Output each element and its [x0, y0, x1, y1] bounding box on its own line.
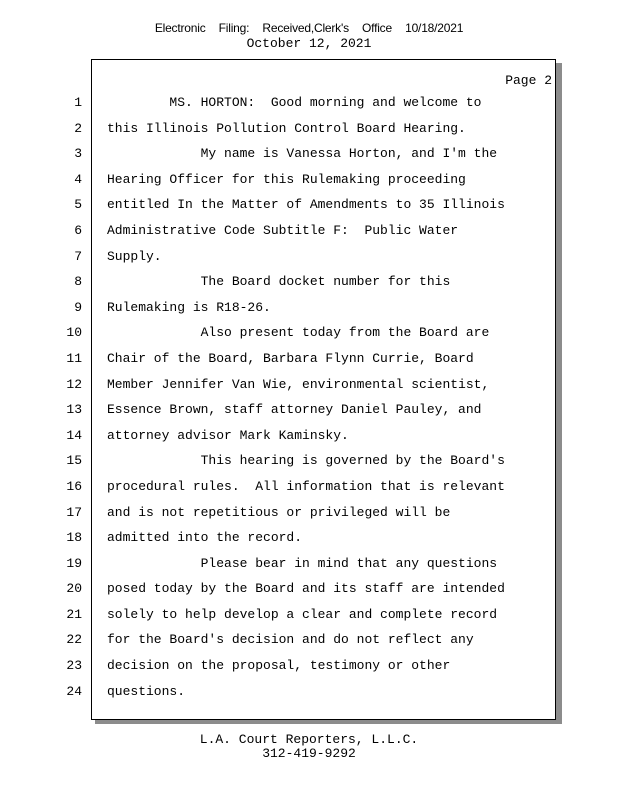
line-text: Member Jennifer Van Wie, environmental scientist,	[107, 376, 490, 392]
reporter-company: L.A. Court Reporters, L.L.C.	[199, 732, 419, 747]
line-text: admitted into the record.	[107, 530, 303, 546]
line-text: questions.	[107, 683, 186, 699]
stamp-received: Received,Clerk's	[262, 21, 349, 35]
transcript-line	[0, 244, 618, 270]
line-number: 3	[74, 146, 82, 162]
line-text: My name is Vanessa Horton, and I'm the	[107, 146, 498, 162]
transcript-line	[0, 474, 618, 500]
transcript-line	[0, 192, 618, 218]
line-number: 19	[66, 555, 82, 571]
line-text: decision on the proposal, testimony or other	[107, 658, 451, 674]
line-number: 12	[66, 376, 82, 392]
transcript-line	[0, 576, 618, 602]
filing-stamp	[0, 21, 618, 35]
line-number: 6	[74, 222, 82, 238]
transcript-line	[0, 116, 618, 142]
line-number: 13	[66, 402, 82, 418]
transcript-line	[0, 525, 618, 551]
line-number: 4	[74, 171, 82, 187]
stamp-electronic: Electronic	[154, 21, 206, 35]
transcript-line	[0, 423, 618, 449]
line-text: Also present today from the Board are	[107, 325, 490, 341]
transcript-line	[0, 500, 618, 526]
transcript-line	[0, 295, 618, 321]
line-text: Administrative Code Subtitle F: Public Water	[107, 222, 459, 238]
transcript-line	[0, 218, 618, 244]
line-text: Supply.	[107, 248, 162, 264]
line-number: 21	[66, 606, 82, 622]
line-text: entitled In the Matter of Amendments to 35 Illinois	[107, 197, 505, 213]
line-number: 2	[74, 120, 82, 136]
page-number: Page 2	[505, 73, 552, 88]
transcript-line	[0, 627, 618, 653]
line-text: procedural rules. All information that is relevant	[107, 478, 505, 494]
line-text: and is not repetitious or privileged will be	[107, 504, 451, 520]
transcript-line	[0, 141, 618, 167]
line-number: 18	[66, 530, 82, 546]
line-text: for the Board's decision and do not reflect any	[107, 632, 474, 648]
line-number: 5	[74, 197, 82, 213]
transcript-line	[0, 653, 618, 679]
line-number: 7	[74, 248, 82, 264]
line-text: attorney advisor Mark Kaminsky.	[107, 427, 349, 443]
transcript-line	[0, 90, 618, 116]
line-number: 16	[66, 478, 82, 494]
line-text: Please bear in mind that any questions	[107, 555, 498, 571]
line-text: MS. HORTON: Good morning and welcome to	[107, 95, 482, 110]
line-number: 24	[66, 683, 82, 699]
stamp-filing: Filing:	[218, 21, 250, 35]
reporter-phone: 312-419-9292	[262, 746, 356, 761]
line-number: 22	[66, 632, 82, 648]
line-text: this Illinois Pollution Control Board Hearing.	[107, 120, 466, 136]
transcript-line	[0, 679, 618, 705]
stamp-office: Office	[362, 21, 392, 35]
footer	[0, 733, 618, 761]
line-text: The Board docket number for this	[107, 274, 451, 290]
transcript-line	[0, 372, 618, 398]
line-number: 8	[74, 274, 82, 290]
line-text: Hearing Officer for this Rulemaking proceeding	[107, 171, 466, 187]
line-text: Rulemaking is R18-26.	[107, 299, 271, 315]
transcript-line	[0, 346, 618, 372]
line-text: Essence Brown, staff attorney Daniel Pauley, and	[107, 402, 482, 418]
line-number: 23	[66, 658, 82, 674]
line-number: 9	[74, 299, 82, 315]
line-number: 1	[74, 95, 82, 110]
line-number: 20	[66, 581, 82, 597]
line-number: 10	[66, 325, 82, 341]
line-text: This hearing is governed by the Board's	[107, 453, 505, 469]
transcript-line	[0, 602, 618, 628]
line-number: 14	[66, 427, 82, 443]
line-text: Chair of the Board, Barbara Flynn Currie, Board	[107, 350, 474, 366]
stamp-date: 10/18/2021	[405, 21, 464, 35]
transcript-line	[0, 167, 618, 193]
line-text: solely to help develop a clear and complete record	[107, 606, 498, 622]
transcript-line	[0, 269, 618, 295]
transcript-line	[0, 320, 618, 346]
line-text: posed today by the Board and its staff are intended	[107, 581, 505, 597]
transcript-line	[0, 448, 618, 474]
transcript-lines	[0, 90, 618, 704]
transcript-date: October 12, 2021	[246, 36, 372, 51]
line-number: 17	[66, 504, 82, 520]
line-number: 11	[66, 350, 82, 366]
transcript-line	[0, 551, 618, 577]
transcript-line	[0, 397, 618, 423]
line-number: 15	[66, 453, 82, 469]
